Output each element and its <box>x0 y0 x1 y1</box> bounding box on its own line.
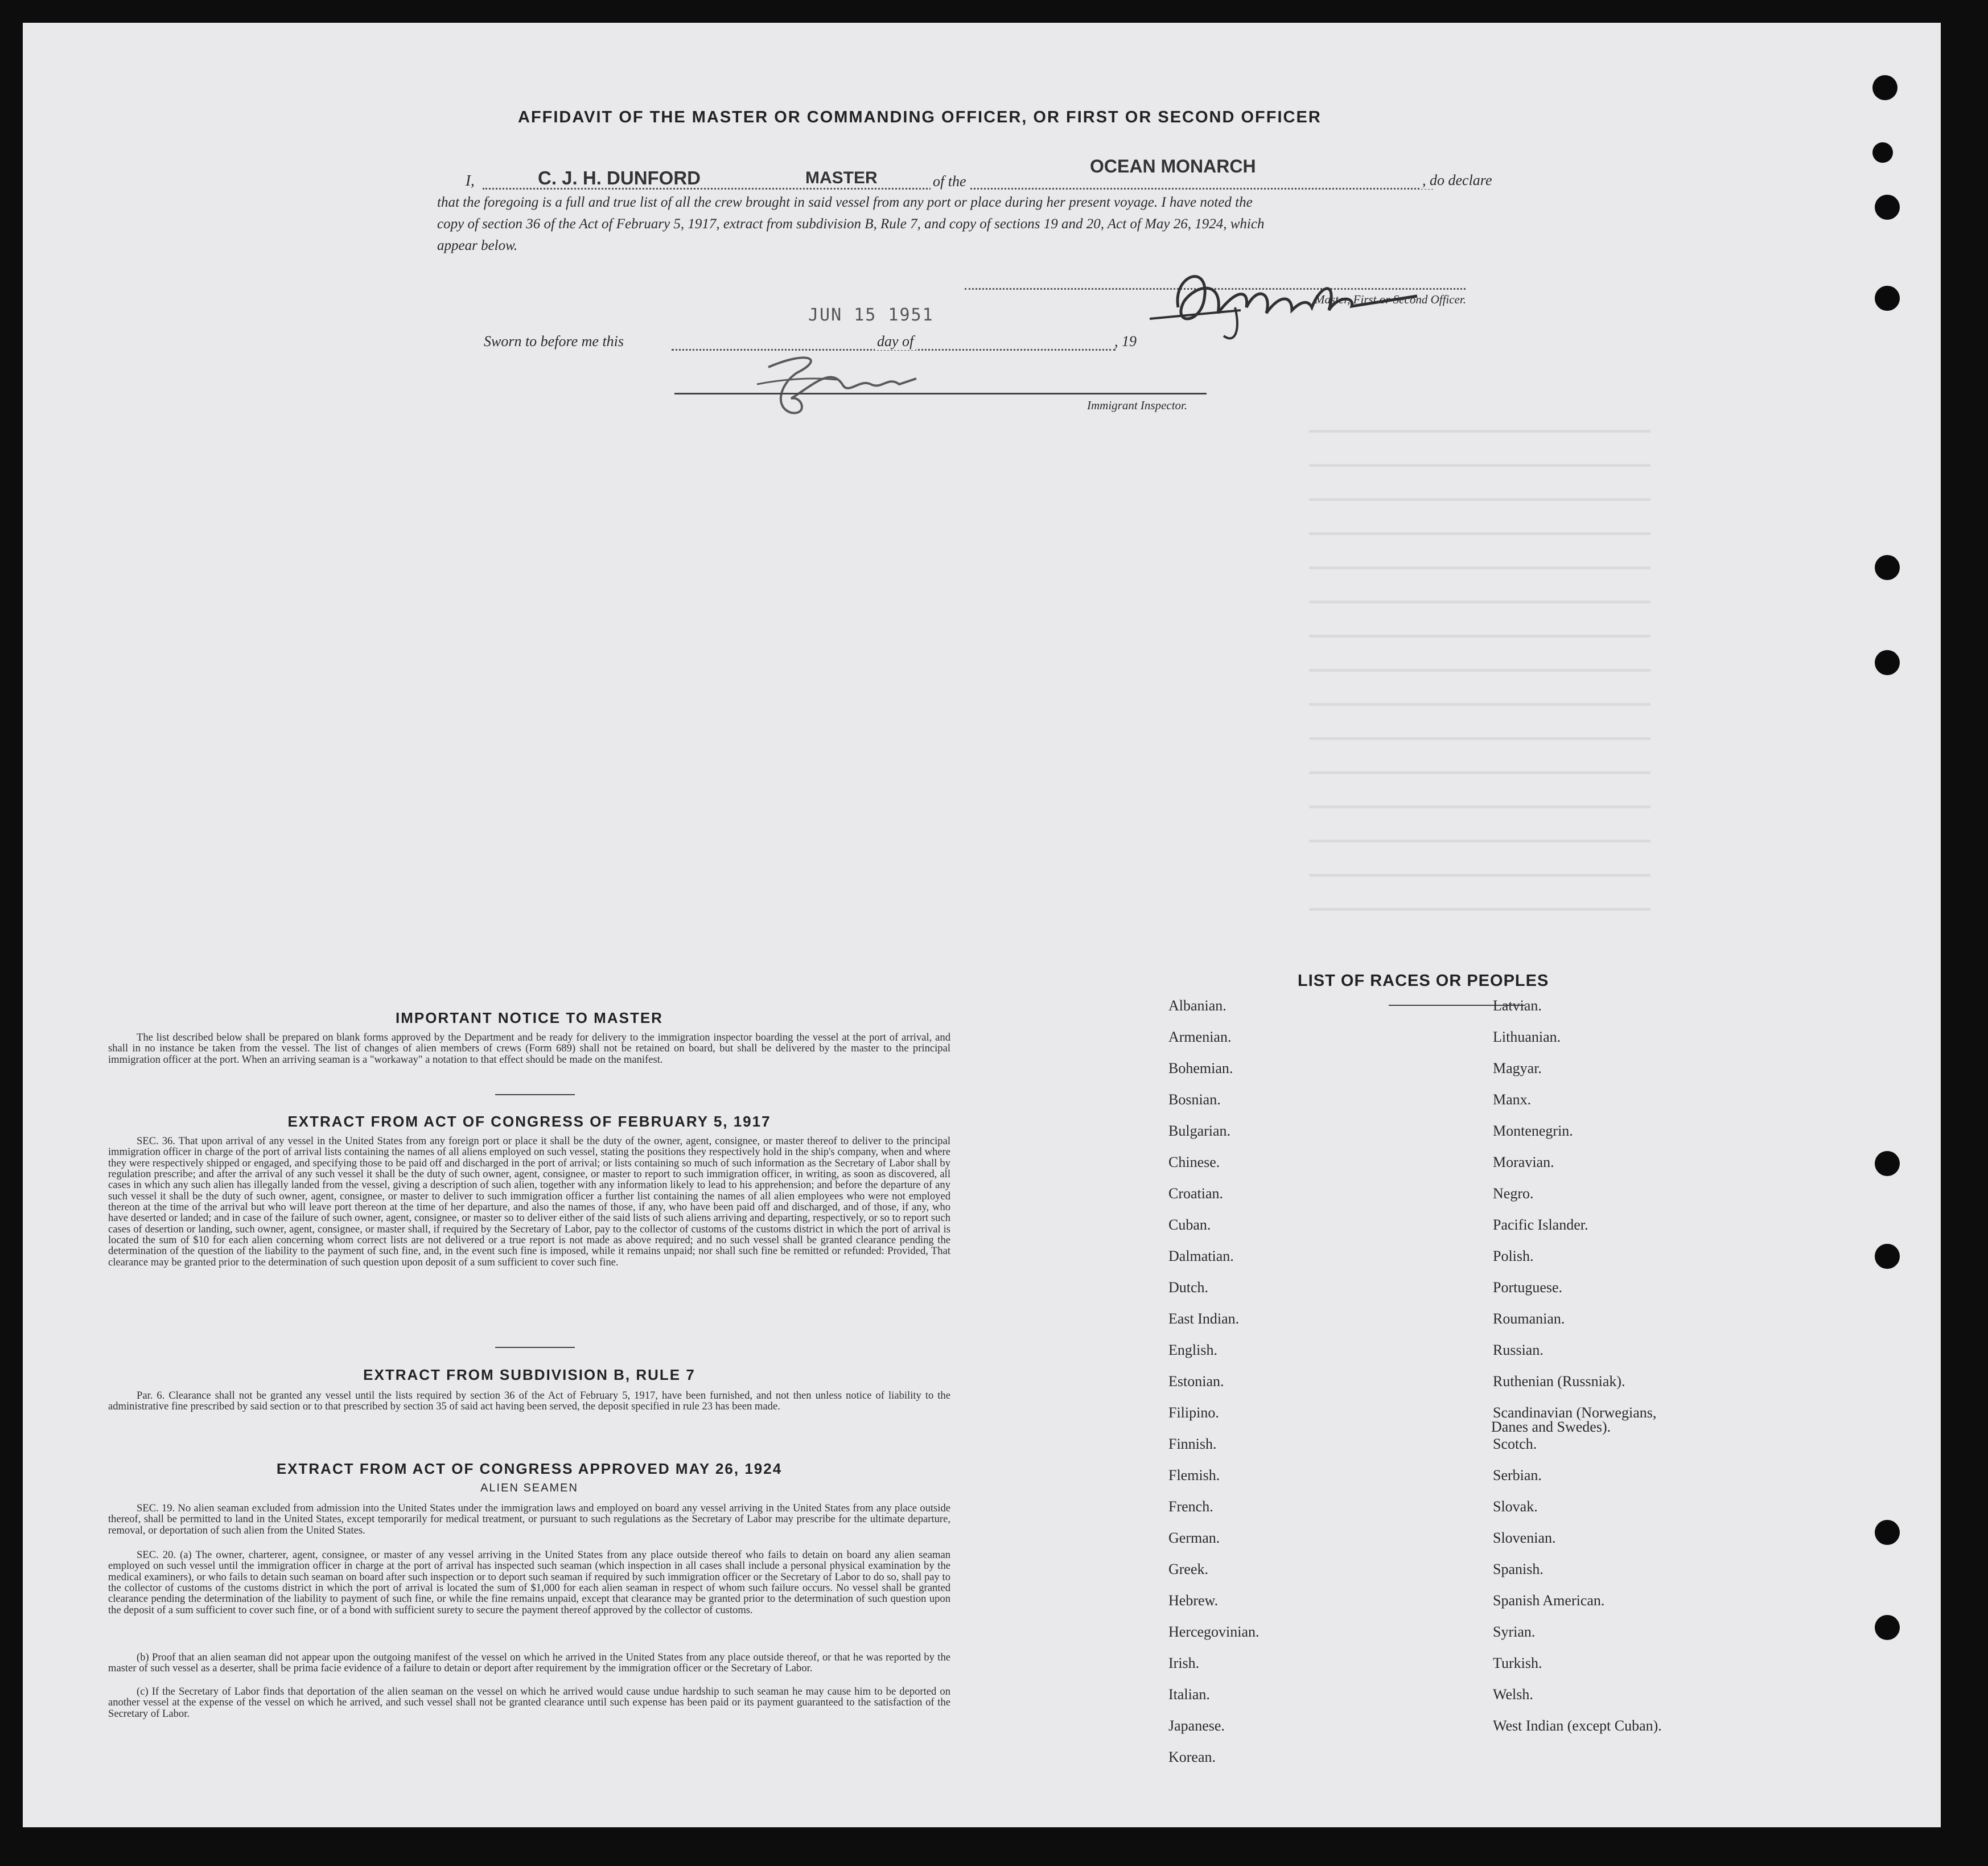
race-item: Latvian. <box>1493 997 1542 1014</box>
race-item: Japanese. <box>1168 1717 1225 1734</box>
affidavit-line-2: that the foregoing is a full and true list of all the crew brought in said vessel from any port or place during her present voyage. I have noted the <box>437 195 1253 210</box>
notice-text: The list described below shall be prepared on blank forms approved by the Department and be ready for delivery to the immigration inspector boarding the vessel at the port of arrival, and shall in no instance be taken from the vessel. The list of changes of alien members of crews (Form 689) shall not be retained on board, but shall be delivered by the master to the principal immigration officer at the port. When an arriving seaman is a "workaway" a notation to that effect should be made on the manifest. <box>108 1031 950 1066</box>
affidavit-line-4: appear below. <box>437 238 518 253</box>
binder-hole <box>1872 142 1893 163</box>
inspector-signature <box>746 344 939 424</box>
affidavit-line-3: copy of section 36 of the Act of February 5, 1917, extract from subdivision B, Rule 7, and copy of sections 19 and 20, Act of May 26, 1924, which <box>437 216 1265 232</box>
race-item: Ruthenian (Russniak). <box>1493 1373 1625 1390</box>
races-title: LIST OF RACES OR PEOPLES <box>1298 972 1549 990</box>
race-item: Estonian. <box>1168 1373 1224 1390</box>
inspector-caption: Immigrant Inspector. <box>1087 398 1188 412</box>
binder-hole <box>1875 650 1900 675</box>
rule-7-title: EXTRACT FROM SUBDIVISION B, RULE 7 <box>363 1366 695 1383</box>
race-item: Irish. <box>1168 1655 1200 1671</box>
master-name: C. J. H. DUNFORD <box>538 167 701 188</box>
race-item: Bohemian. <box>1168 1060 1233 1076</box>
sec-19-text: SEC. 19. No alien seaman excluded from admission into the United States under the immigration laws and employed on board any vessel arriving in the United States from any place outside thereof, shall be permitted to land in the United States, except temporarily for medical treatment, or pursuant to such regulations as the Secretary of Labor may prescribe for the ultimate departure, removal, or deportation of such alien from the United States. <box>108 1502 950 1536</box>
date-stamp: JUN 15 1951 <box>808 305 934 325</box>
day-of-label: day of <box>875 333 916 350</box>
race-item: German. <box>1168 1530 1220 1546</box>
race-item: Finnish. <box>1168 1436 1217 1452</box>
binder-hole <box>1875 1520 1900 1545</box>
race-item: East Indian. <box>1168 1310 1240 1327</box>
notice-title: IMPORTANT NOTICE TO MASTER <box>396 1009 663 1026</box>
sec-20b-text: (b) Proof that an alien seaman did not appear upon the outgoing manifest of the vessel on which he arrived in the United States from any place outside thereof, or that he was reported by the master of such vessel as a deserter, shall be prima facie evidence of a failure to detain or deport after requirement by the immigration officer or the Secretary of Labor. <box>108 1651 950 1675</box>
race-item: West Indian (except Cuban). <box>1493 1717 1662 1734</box>
race-item: Scotch. <box>1493 1436 1537 1452</box>
race-item: Bosnian. <box>1168 1091 1221 1108</box>
race-item: Serbian. <box>1493 1467 1542 1483</box>
binder-hole <box>1872 75 1898 100</box>
race-item: Cuban. <box>1168 1216 1211 1233</box>
extract-1917-text: SEC. 36. That upon arrival of any vessel in the United States from any foreign port or place it shall be the duty of the owner, agent, consignee, or master thereof to deliver to the principal immigration officer in charge of the port of arrival lists containing the names of all aliens employed on such vessel, stating the positions they respectively hold in the ship's company, when and where they were respectively shipped or engaged, and specifying those to be paid off and discharged in the port of arrival; or lists containing so much of such information as the Secretary of Labor shall by regulation prescribe; and after the arrival of any such vessel it shall be the duty of such owner, agent, consignee, or master to report to such immigration officer, in writing, as soon as discovered, all cases in which any such alien has illegally landed from the vessel, giving a description of such alien, together with any information likely to lead to his apprehension; and before the departure of any such vessel it shall be the duty of such owner, agent, consignee, or master to deliver to such immigration officer a further list containing the names of all alien employees who were not employed thereon at the time of the arrival but who will leave port thereon at the time of her departure, and also the names of those, if any, who have been paid off and discharged, and of those, if any, who have deserted or landed; and in case of the failure of such owner, agent, consignee, or master so to deliver either of the said lists of such aliens arriving and departing, respectively, or so to report such cases of desertion or landing, such owner, agent, consignee, or master shall, if required by the Secretary of Labor, pay to the collector of customs of the customs district in which the port of arrival is located the sum of $10 for each alien concerning whom correct lists are not delivered or a true report is not made as above required; and no such vessel shall be granted clearance pending the determination of the question of the liability to the payment of such fine, and, in the event such fine is imposed, while it remains unpaid; nor shall such fine be remitted or refunded: Provided, That clearance may be granted prior to the determination of such question upon deposit of a sum sufficient to cover such fine. <box>108 1135 950 1268</box>
sec-20c-text: (c) If the Secretary of Labor finds that deportation of the alien seaman on the vessel on which he arrived would cause undue hardship to such seaman he may cause him to be deported on another vessel at the expense of the vessel on which he arrived, and such vessel shall not be granted clearance until such expense has been paid or its payment guaranteed to the satisfaction of the Secretary of Labor. <box>108 1686 950 1720</box>
race-item: Korean. <box>1168 1749 1216 1765</box>
alien-seamen-subtitle: ALIEN SEAMEN <box>480 1482 578 1494</box>
race-item: Magyar. <box>1493 1060 1542 1076</box>
extract-1917-title: EXTRACT FROM ACT OF CONGRESS OF FEBRUARY 5, 1917 <box>287 1113 771 1130</box>
race-item: Polish. <box>1493 1248 1534 1264</box>
race-item: Greek. <box>1168 1561 1209 1577</box>
race-item: Spanish. <box>1493 1561 1544 1577</box>
of-the-label: of the <box>931 173 969 190</box>
race-item: Albanian. <box>1168 997 1226 1014</box>
binder-hole <box>1875 1615 1900 1640</box>
race-item: Bulgarian. <box>1168 1123 1231 1139</box>
show-through-marks <box>1309 398 1651 911</box>
master-rank: MASTER <box>805 168 878 187</box>
extract-1924-title: EXTRACT FROM ACT OF CONGRESS APPROVED MAY 26, 1924 <box>276 1460 783 1477</box>
race-item: Russian. <box>1493 1342 1544 1358</box>
affidavit-prefix: I, <box>466 172 475 189</box>
binder-hole <box>1875 1244 1900 1269</box>
race-item: Dutch. <box>1168 1279 1209 1296</box>
declare-label: , do declare <box>1420 172 1495 189</box>
inspector-signature-line <box>674 393 1207 394</box>
vessel-name: OCEAN MONARCH <box>1090 156 1256 176</box>
race-item: Scandinavian (Norwegians, <box>1493 1404 1657 1421</box>
race-item: Spanish American. <box>1493 1592 1605 1609</box>
race-item: Roumanian. <box>1493 1310 1565 1327</box>
race-item: Negro. <box>1493 1185 1534 1202</box>
race-item: Portuguese. <box>1493 1279 1563 1296</box>
binder-hole <box>1875 286 1900 311</box>
race-item: Welsh. <box>1493 1686 1533 1703</box>
section-divider <box>495 1094 575 1095</box>
race-item: English. <box>1168 1342 1217 1358</box>
race-item: Pacific Islander. <box>1493 1216 1588 1233</box>
rule-7-text: Par. 6. Clearance shall not be granted any vessel until the lists required by section 36 of the Act of February 5, 1917, have been furnished, and not then unless notice of liability to the administrative fine prescribed by said section or to that prescribed by section 35 of said act having been served, the deposit specified in rule 23 has been made. <box>108 1390 950 1413</box>
race-item: Slovak. <box>1493 1498 1538 1515</box>
race-item: Turkish. <box>1493 1655 1542 1671</box>
race-item: French. <box>1168 1498 1213 1515</box>
race-item: Moravian. <box>1493 1154 1554 1170</box>
race-item: Chinese. <box>1168 1154 1220 1170</box>
race-item: Syrian. <box>1493 1623 1536 1640</box>
race-item: Italian. <box>1168 1686 1210 1703</box>
race-item: Filipino. <box>1168 1404 1219 1421</box>
binder-hole <box>1875 195 1900 220</box>
affidavit-title: AFFIDAVIT OF THE MASTER OR COMMANDING OFFICER, OR FIRST OR SECOND OFFICER <box>518 108 1322 126</box>
race-item: Montenegrin. <box>1493 1123 1573 1139</box>
race-item: Lithuanian. <box>1493 1029 1561 1045</box>
race-item: Dalmatian. <box>1168 1248 1234 1264</box>
race-item: Armenian. <box>1168 1029 1232 1045</box>
race-item: Croatian. <box>1168 1185 1224 1202</box>
race-item: Danes and Swedes). <box>1491 1419 1611 1435</box>
race-item: Manx. <box>1493 1091 1532 1108</box>
section-divider <box>495 1347 575 1348</box>
year-label: , 19 <box>1114 333 1137 350</box>
binder-hole <box>1875 1151 1900 1176</box>
race-item: Slovenian. <box>1493 1530 1556 1546</box>
officer-caption: Master, First or Second Officer. <box>1315 293 1466 306</box>
document-page <box>23 23 1941 1827</box>
binder-hole <box>1875 555 1900 580</box>
race-item: Flemish. <box>1168 1467 1220 1483</box>
sworn-label: Sworn to before me this <box>484 333 624 350</box>
race-item: Hebrew. <box>1168 1592 1219 1609</box>
sec-20a-text: SEC. 20. (a) The owner, charterer, agent, consignee, or master of any vessel arriving in the United States from any place outside thereof who fails to detain on board any alien seaman employed on such vessel until the immigration officer in charge at the port of arrival has inspected such seaman (which inspection in all cases shall include a personal physical examination by the medical examiners), or who fails to detain such seaman on board after such inspection or to deport such seaman if required by such immigration officer or the Secretary of Labor to do so, shall pay to the collector of customs of the customs district in which the port of arrival is located the sum of $1,000 for each alien seaman in respect of whom such failure occurs. No vessel shall be granted clearance pending the determination of the liability to payment of such fine, or while the fine remains unpaid, except that clearance may be granted prior to the determination of such question upon the deposit of a sum sufficient to cover such fine, or of a bond with sufficient surety to secure the payment thereof approved by the collector of customs. <box>108 1549 950 1616</box>
race-item: Hercegovinian. <box>1168 1623 1260 1640</box>
